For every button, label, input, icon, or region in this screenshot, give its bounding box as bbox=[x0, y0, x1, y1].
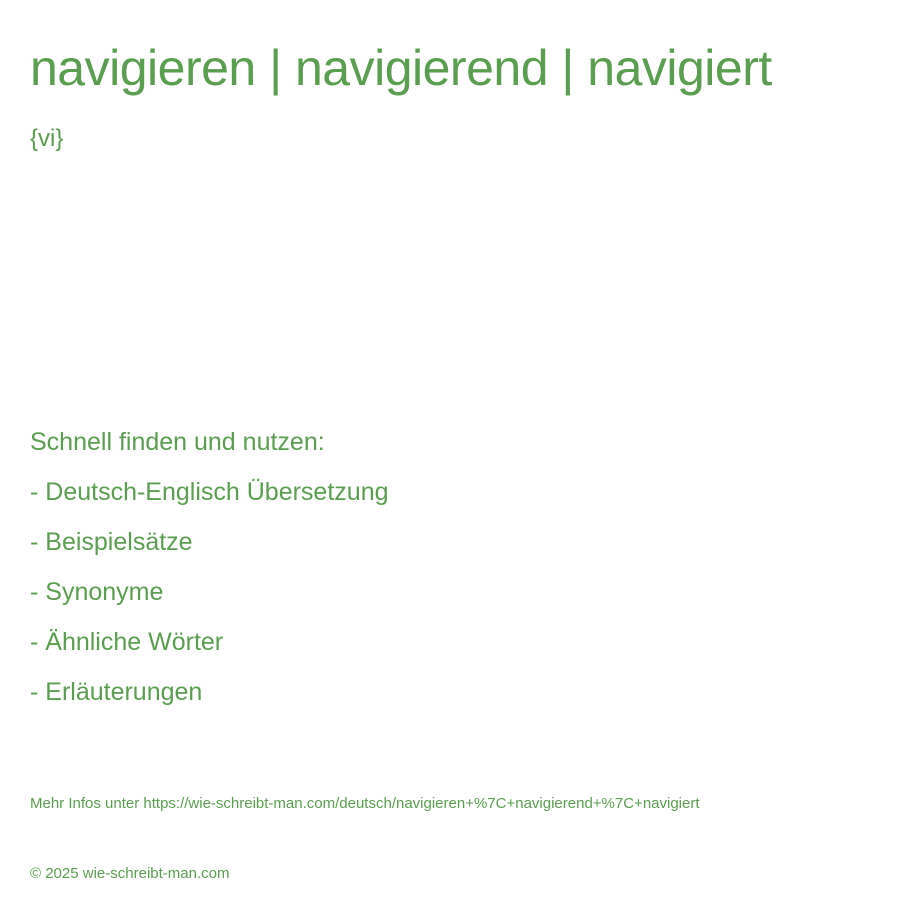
feature-item-similar-words: - Ähnliche Wörter bbox=[30, 628, 224, 656]
features-heading: Schnell finden und nutzen: bbox=[30, 428, 325, 456]
part-of-speech-label: {vi} bbox=[30, 125, 64, 152]
page-title: navigieren | navigierend | navigiert bbox=[30, 40, 772, 96]
features-section bbox=[30, 425, 389, 717]
feature-item-translation: - Deutsch-Englisch Übersetzung bbox=[30, 478, 389, 506]
copyright-text: © 2025 wie-schreibt-man.com bbox=[30, 865, 230, 882]
feature-item-explanations: - Erläuterungen bbox=[30, 678, 203, 706]
feature-list bbox=[30, 467, 389, 717]
more-info-text: Mehr Infos unter https://wie-schreibt-man.com/deutsch/navigieren+%7C+navigierend+%7C+navigiert bbox=[30, 795, 700, 812]
feature-item-example-sentences: - Beispielsätze bbox=[30, 528, 193, 556]
feature-item-synonyms: - Synonyme bbox=[30, 578, 164, 606]
